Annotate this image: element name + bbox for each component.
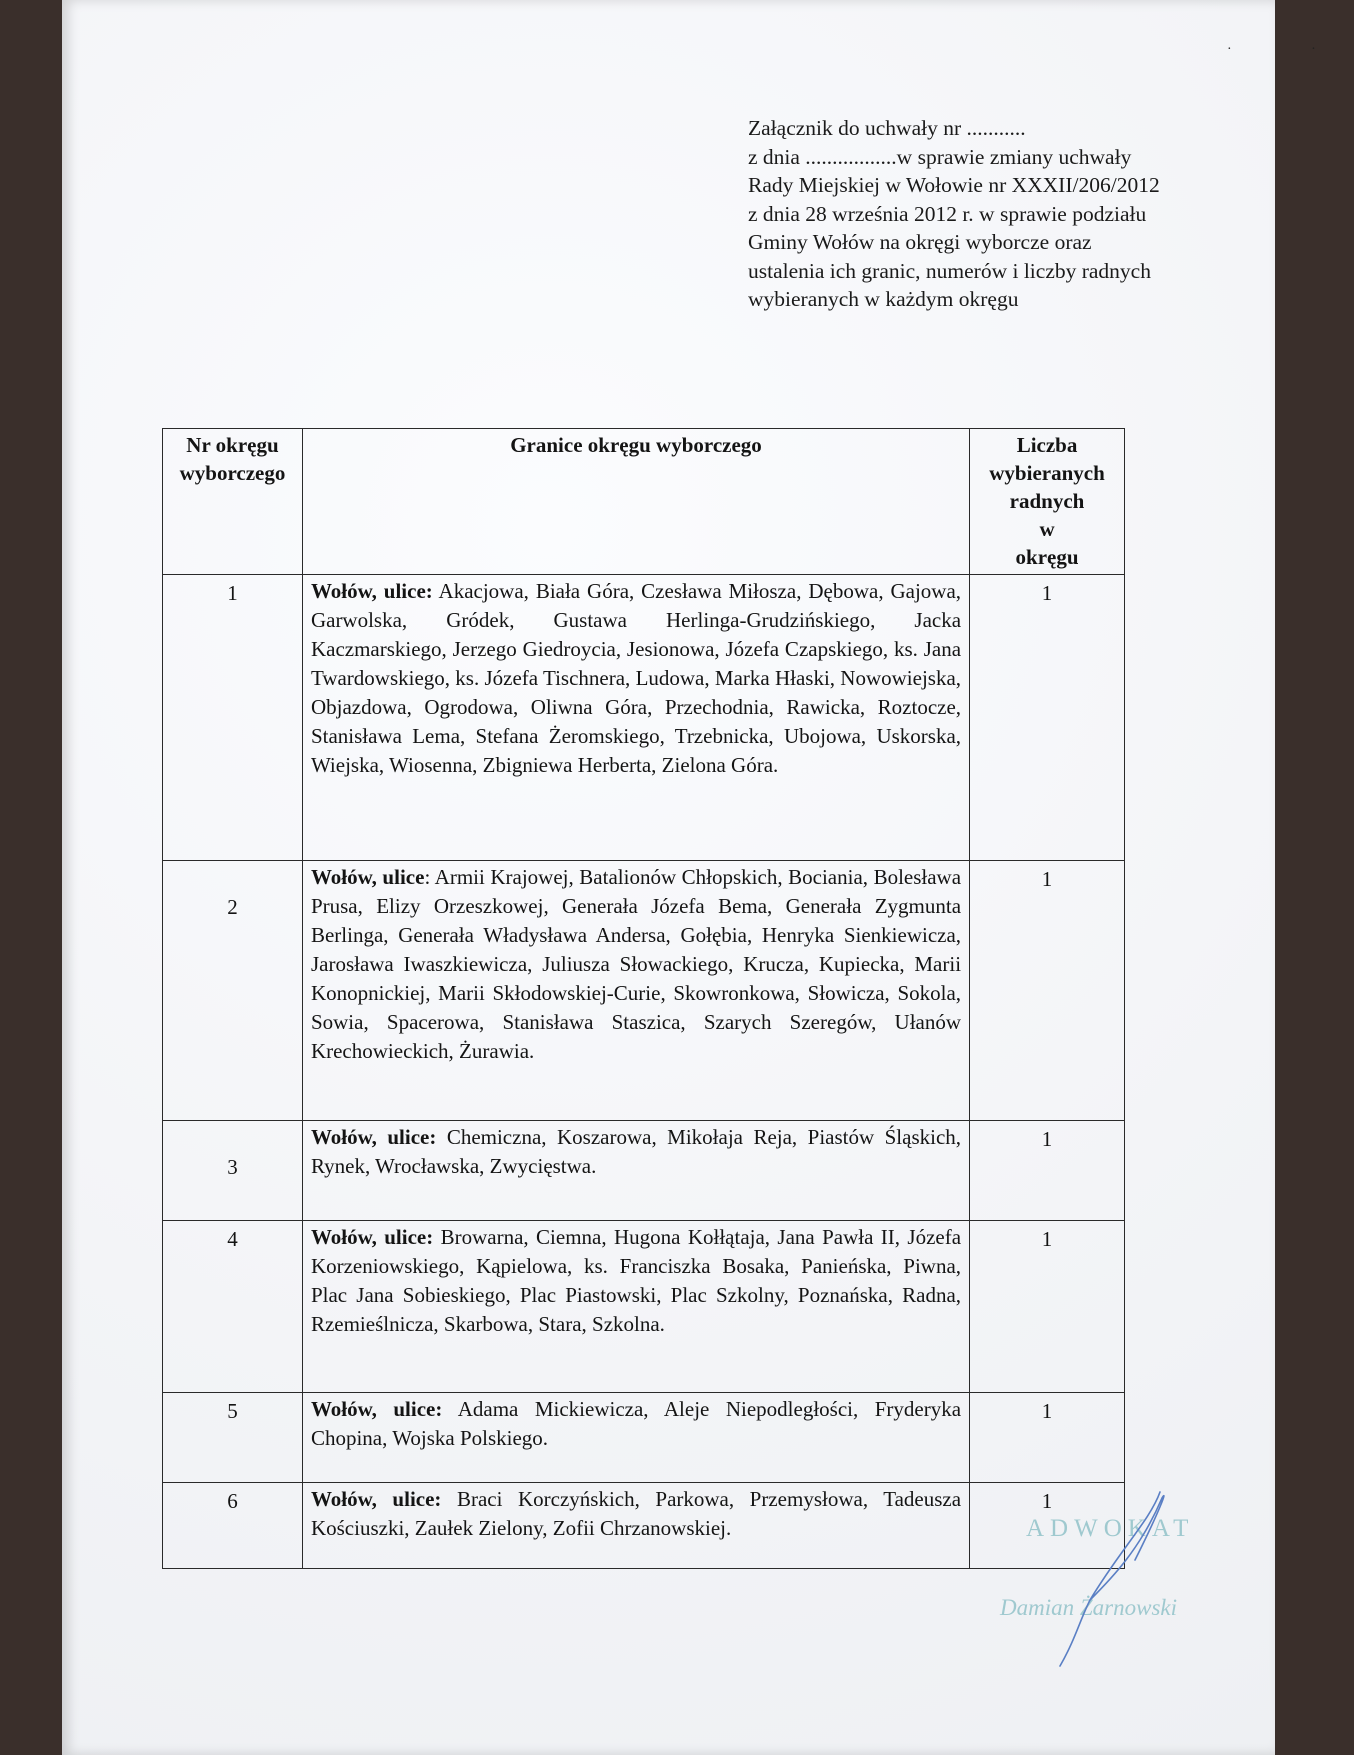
table-row <box>163 861 1125 1121</box>
bounds-streets: : Armii Krajowej, Batalionów Chłopskich, Bociania, Bolesława Prusa, Elizy Orzeszkowej, Generała Józefa Bema, Generała Zygmunta Berlinga, Generała Władysława Andersa, Gołębia, Henryka Sienkiewicza, Jarosława Iwaszkiewicza, Juliusza Słowackiego, Krucza, Kupiecka, Marii Konopnickiej, Marii Skłodowskiej-Curie, Skowronkowa, Słowicza, Sokola, Sowia, Spacerowa, Stanisława Staszica, Szarych Szeregów, Ułanów Krechowieckich, Żurawia. <box>310 865 962 1063</box>
councillor-count: 1 <box>970 1221 1125 1393</box>
district-number: 2 <box>163 861 303 1121</box>
district-bounds <box>302 1393 969 1483</box>
header-line: wybieranych w każdym okręgu <box>748 287 1019 311</box>
district-number: 5 <box>163 1393 303 1483</box>
district-bounds <box>302 861 969 1121</box>
bounds-lead: Wołów, ulice <box>310 865 425 889</box>
district-bounds <box>302 1483 969 1569</box>
district-number: 3 <box>163 1121 303 1221</box>
bounds-streets: Adama Mickiewicza, Aleje Niepodległości, Fryderyka Chopina, Wojska Polskiego. <box>310 1397 962 1450</box>
header-line: ustalenia ich granic, numerów i liczby radnych <box>748 258 1151 283</box>
header-councillor-count: Liczba wybieranych radnych w okręgu <box>970 429 1125 575</box>
bounds-streets: Chemiczna, Koszarowa, Mikołaja Reja, Piastów Śląskich, Rynek, Wrocławska, Zwycięstwa. <box>310 1125 962 1178</box>
header-district-number: Nr okręgu wyborczego <box>163 429 303 575</box>
bounds-lead: Wołów, ulice: <box>310 579 433 603</box>
header-line: Rady Miejskiej w Wołowie nr XXXII/206/2012 <box>748 173 1160 197</box>
bounds-lead: Wołów, ulice: <box>310 1125 437 1149</box>
district-bounds <box>302 1121 969 1221</box>
header-line: z dnia 28 września 2012 r. w sprawie podziału <box>748 201 1147 226</box>
stamp-title: ADWOKAT <box>1026 1515 1195 1542</box>
district-number: 6 <box>163 1483 303 1569</box>
table-row <box>163 1393 1125 1483</box>
councillor-count: 1 <box>970 1121 1125 1221</box>
councillor-count: 1 <box>970 1483 1125 1569</box>
header-line: z dnia .................w sprawie zmiany uchwały <box>748 144 1132 169</box>
councillor-count: 1 <box>970 1393 1125 1483</box>
table-row <box>163 1121 1125 1221</box>
bounds-streets: Braci Korczyńskich, Parkowa, Przemysłowa, Tadeusza Kościuszki, Zaułek Zielony, Zofii Chrzanowskiej. <box>310 1487 962 1540</box>
bounds-streets: Akacjowa, Biała Góra, Czesława Miłosza, Dębowa, Gajowa, Garwolska, Gródek, Gustawa Herlinga-Grudzińskiego, Jacka Kaczmarskiego, Jerzego Giedroycia, Jesionowa, Józefa Czapskiego, ks. Jana Twardowskiego, ks. Józefa Tischnera, Ludowa, Marka Hłaski, Nowowiejska, Objazdowa, Ogrodowa, Oliwna Góra, Przechodnia, Rawicka, Roztocze, Stanisława Lema, Stefana Żeromskiego, Trzebnicka, Ubojowa, Uskorska, Wiejska, Wiosenna, Zbigniewa Herberta, Zielona Góra. <box>310 579 962 777</box>
header-district-bounds: Granice okręgu wyborczego <box>302 429 969 575</box>
table-row <box>163 1221 1125 1393</box>
attachment-header <box>748 114 1228 314</box>
district-number: 4 <box>163 1221 303 1393</box>
bounds-streets: Browarna, Ciemna, Hugona Kołłątaja, Jana Pawła II, Józefa Korzeniowskiego, Kąpielowa, ks. Franciszka Bosaka, Panieńska, Piwna, Plac Jana Sobieskiego, Plac Piastowski, Plac Szkolny, Poznańska, Radna, Rzemieślnicza, Skarbowa, Stara, Szkolna. <box>310 1225 962 1336</box>
stamp-name: Damian Żarnowski <box>1000 1595 1177 1620</box>
handwritten-signature <box>1040 1490 1220 1670</box>
councillor-count: 1 <box>970 861 1125 1121</box>
scan-marks: · · <box>1227 42 1354 57</box>
header-line: Gminy Wołów na okręgi wyborcze oraz <box>748 230 1092 254</box>
bounds-lead: Wołów, ulice: <box>310 1397 443 1421</box>
district-bounds <box>302 575 969 861</box>
district-bounds <box>302 1221 969 1393</box>
header-line: Załącznik do uchwały nr ........... <box>748 116 1026 140</box>
bounds-lead: Wołów, ulice: <box>310 1225 434 1249</box>
district-number: 1 <box>163 575 303 861</box>
councillor-count: 1 <box>970 575 1125 861</box>
table-header-row <box>163 429 1125 575</box>
bounds-lead: Wołów, ulice: <box>310 1487 442 1511</box>
electoral-districts-table <box>162 428 1125 1569</box>
table-row <box>163 1483 1125 1569</box>
table-row <box>163 575 1125 861</box>
